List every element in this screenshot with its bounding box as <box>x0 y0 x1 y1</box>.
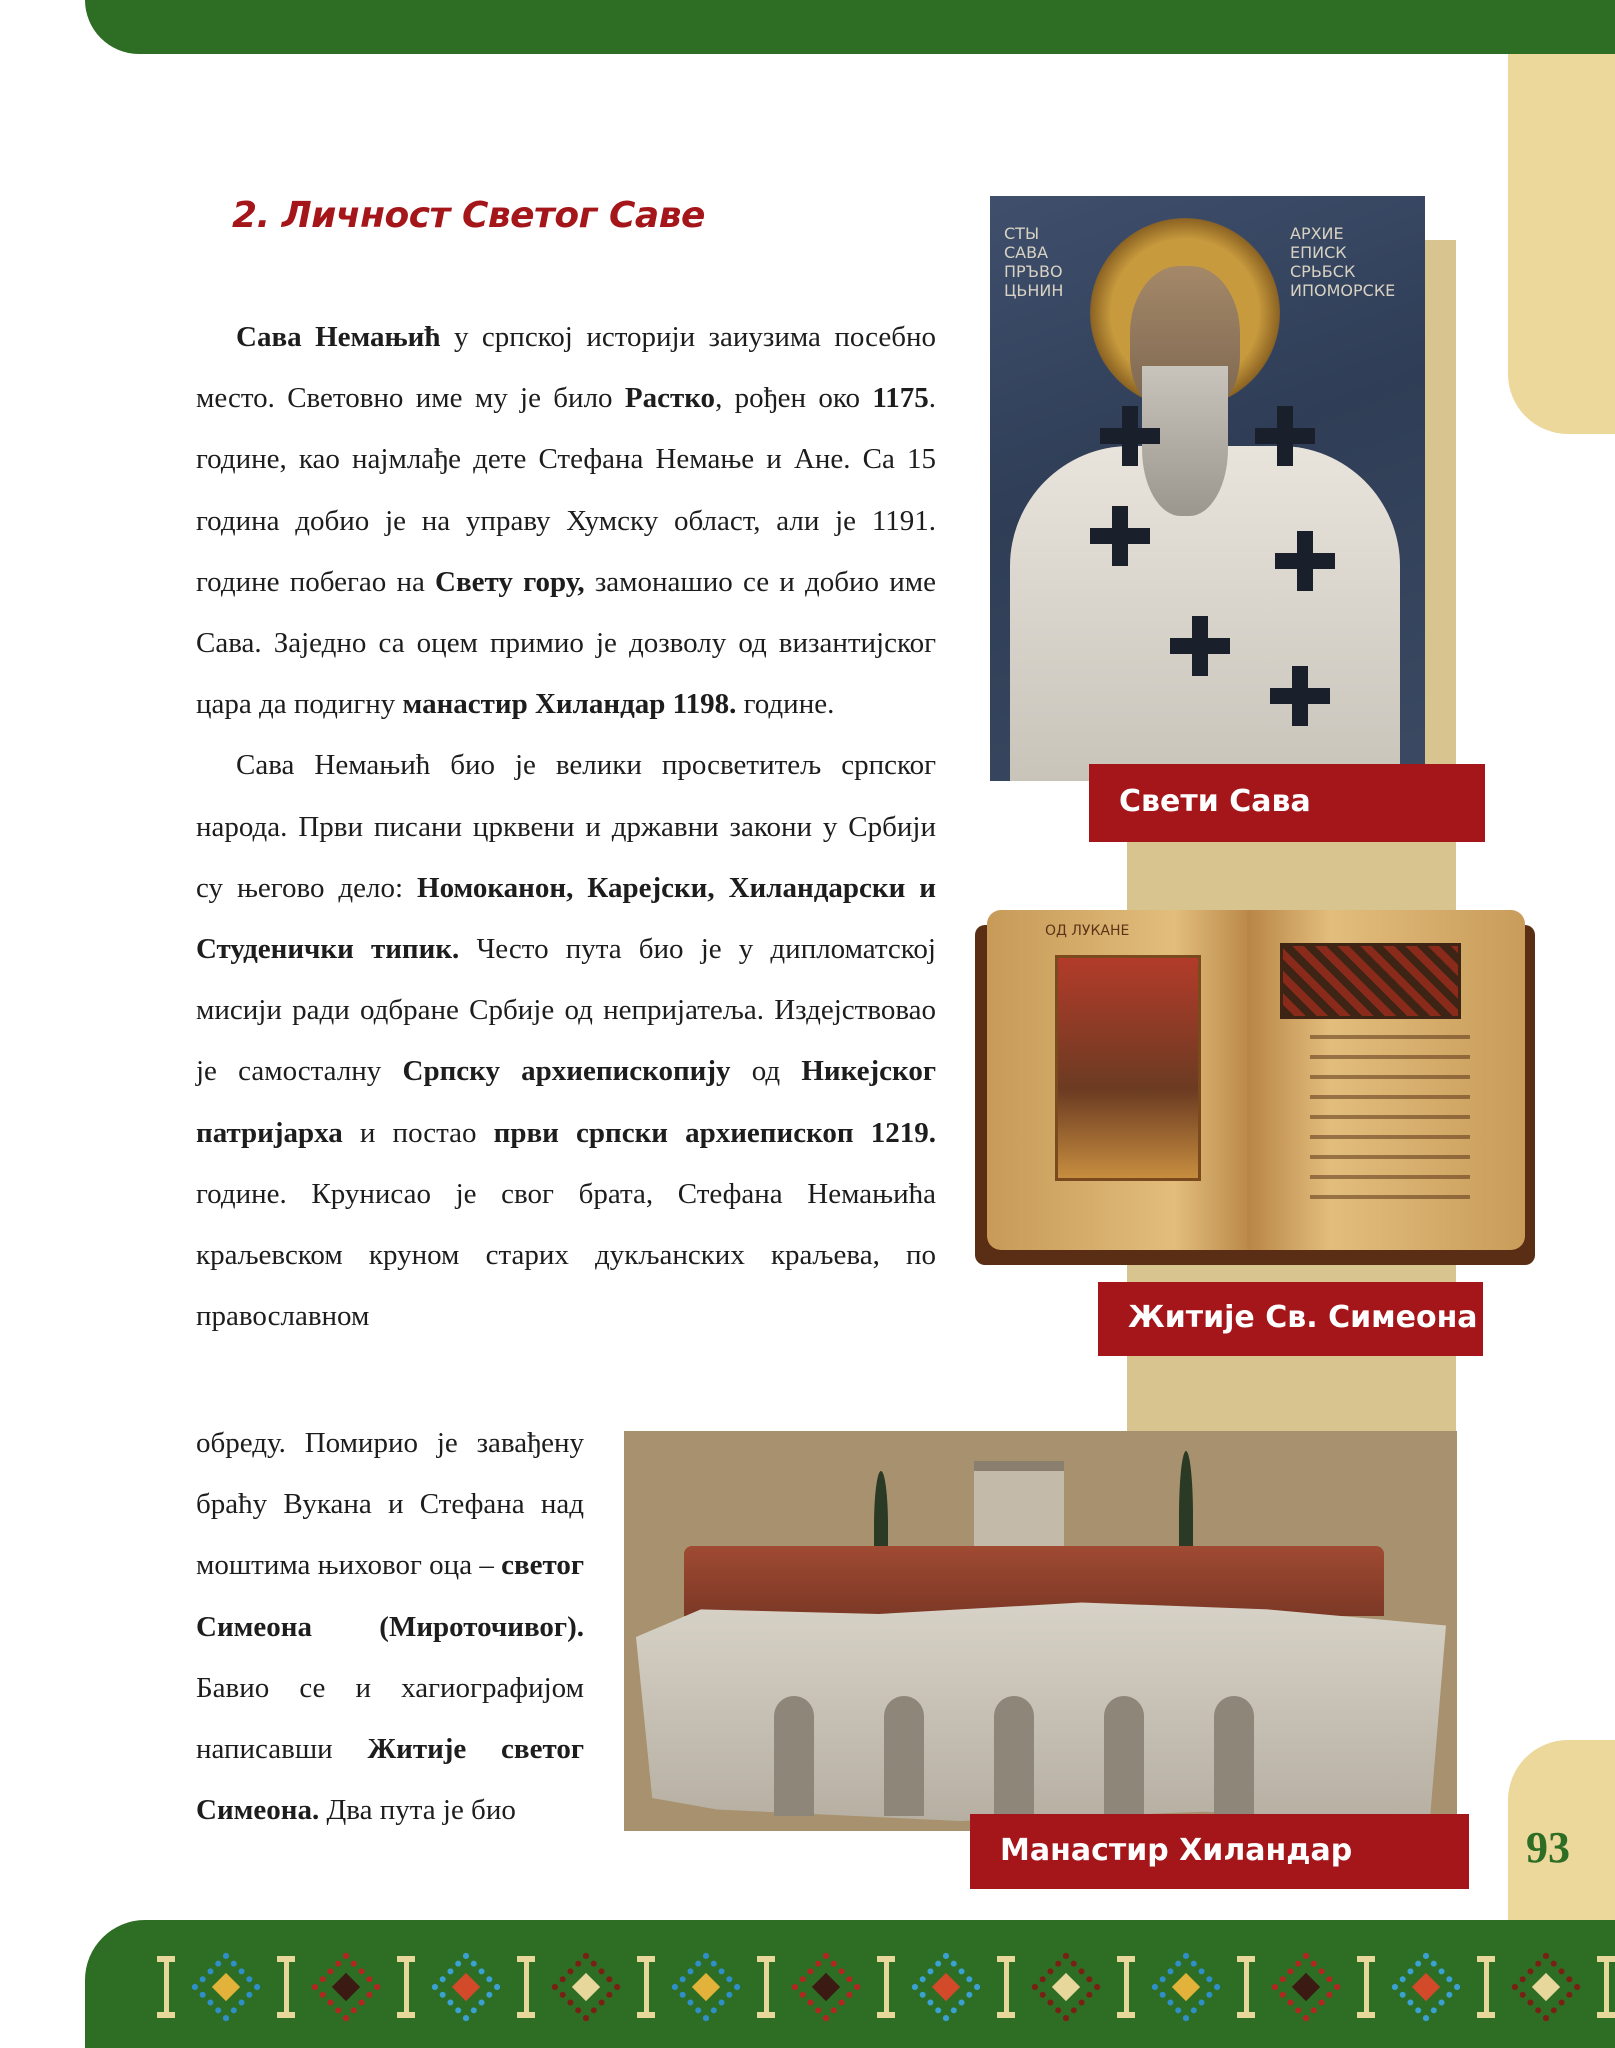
text-line <box>1310 1155 1470 1159</box>
body-text-continued <box>196 1413 584 1841</box>
text-run: Често пута био је у дипломатској мисији ради одбране Србије од непријатеља. Издејствовао је самосталну <box>196 933 936 1088</box>
text-line <box>1310 1055 1470 1059</box>
text-line <box>1310 1075 1470 1079</box>
robe-cross <box>1100 406 1160 466</box>
paragraph-2 <box>196 735 936 1347</box>
ornament-motif <box>1025 1946 1107 2028</box>
ornament-divider <box>995 1946 1017 2028</box>
ornament-divider <box>1355 1946 1377 2028</box>
bold-text: Свету гору, <box>435 565 585 598</box>
ornament-divider <box>1235 1946 1257 2028</box>
ornament-divider <box>1595 1946 1615 2028</box>
book-header-text: ОД ЛУКАНЕ <box>1045 923 1130 939</box>
caption-manuscript: Житије Св. Симеона <box>1098 1282 1483 1356</box>
ornament-divider <box>875 1946 897 2028</box>
ornament-motif <box>665 1946 747 2028</box>
text-run: године. <box>736 688 835 721</box>
ornament-motif <box>1505 1946 1587 2028</box>
text-run: од <box>730 1055 802 1088</box>
ornament-row <box>155 1942 1615 2032</box>
text-run: Сава Немањић био је велики просветитељ српског народа. Први писани црквени и државни закони у Србији су његово дело: <box>196 749 936 904</box>
book-miniature <box>1055 955 1201 1181</box>
robe-cross <box>1275 531 1335 591</box>
ornament-motif <box>785 1946 867 2028</box>
ornament-motif <box>185 1946 267 2028</box>
text-run: у српској историји заиузима посебно место. Световно име му је било <box>196 321 936 415</box>
bold-text: Житије светог Симеона. <box>196 1733 584 1827</box>
ornament-divider <box>275 1946 297 2028</box>
section-title: 2. Личност Светог Саве <box>232 195 705 236</box>
text-run: замонашио се и добио име Сава. Заједно са оцем примио је дозволу од византијског цара да подигну <box>196 565 936 721</box>
wall-arch <box>994 1696 1034 1816</box>
footer-ornament-band <box>85 1920 1615 2048</box>
text-line <box>1310 1135 1470 1139</box>
page-number: 93 <box>1526 1823 1570 1872</box>
hilandar-monastery-image <box>624 1431 1457 1831</box>
ornament-divider <box>635 1946 657 2028</box>
ornament-motif <box>1385 1946 1467 2028</box>
text-run: Бавио се и хагиографијом написавши <box>196 1671 584 1766</box>
ornament-divider <box>755 1946 777 2028</box>
bold-text: 1175 <box>872 382 929 415</box>
bold-text: Сава Немањић <box>236 321 441 353</box>
text-line <box>1310 1115 1470 1119</box>
bold-text: Номоканон, Карејски, Хиландарски и Студенички типик. <box>196 871 936 966</box>
bold-text: први српски архиепископ 1219. <box>493 1116 936 1149</box>
text-line <box>1310 1095 1470 1099</box>
text-run: , рођен око <box>715 382 873 415</box>
text-run: . године, као најмлађе дете Стефана Немање и Ане. Са 15 година добио је на управу Хумску област, али је 1191. године побегао на <box>196 382 936 598</box>
ornament-divider <box>515 1946 537 2028</box>
ornament-divider <box>1115 1946 1137 2028</box>
ornament-divider <box>155 1946 177 2028</box>
manuscript-book-image <box>975 905 1553 1265</box>
text-run: обреду. Помирио је завађену браћу Вукана и Стефана над моштима њиховог оца – <box>196 1427 584 1582</box>
wall-arch <box>884 1696 924 1816</box>
ornament-motif <box>905 1946 987 2028</box>
wall-arch <box>1214 1696 1254 1816</box>
ornament-motif <box>1145 1946 1227 2028</box>
side-tab-top <box>1508 54 1615 434</box>
ornament-motif <box>545 1946 627 2028</box>
bold-text: манастир Хиландар 1198. <box>402 688 737 721</box>
paragraph-1 <box>196 307 936 735</box>
bold-text: светог Симеона (Мироточивог). <box>196 1549 585 1643</box>
ornament-divider <box>1475 1946 1497 2028</box>
robe-cross <box>1270 666 1330 726</box>
bold-text: Растко <box>624 382 716 415</box>
robe-cross <box>1255 406 1315 466</box>
ornament-motif <box>425 1946 507 2028</box>
text-run: и постао <box>342 1116 494 1149</box>
text-run: године. Крунисао је свог брата, Стефана Немањића краљевском круном старих дукљанских краљева, по православном <box>196 1177 936 1333</box>
text-line <box>1310 1035 1470 1039</box>
bold-text: Српску архиепископију <box>402 1055 731 1088</box>
text-run: Два пута је био <box>319 1794 516 1827</box>
wall-arch <box>774 1696 814 1816</box>
bold-text: Никејског патријарха <box>196 1055 936 1149</box>
fresco-inscription-right: АРХИЕ ЕПИСК СРЬБСК ИПОМОРСКЕ <box>1290 224 1396 300</box>
text-line <box>1310 1175 1470 1179</box>
text-line <box>1310 1195 1470 1199</box>
robe-cross <box>1090 506 1150 566</box>
monastery-wall <box>636 1591 1446 1821</box>
saint-sava-fresco-image <box>990 196 1425 781</box>
fresco-inscription-left: СТЫ САВА ПРЪВО ЦЬНИН <box>1004 224 1064 300</box>
top-green-band <box>85 0 1615 54</box>
wall-arch <box>1104 1696 1144 1816</box>
book-ornament <box>1280 943 1461 1019</box>
ornament-divider <box>395 1946 417 2028</box>
caption-monastery: Манастир Хиландар <box>970 1814 1469 1889</box>
robe-cross <box>1170 616 1230 676</box>
ornament-motif <box>1265 1946 1347 2028</box>
ornament-motif <box>305 1946 387 2028</box>
body-text-main <box>196 307 936 1347</box>
caption-saint-sava: Свети Сава <box>1089 764 1485 842</box>
paragraph-2-continued <box>196 1413 584 1841</box>
